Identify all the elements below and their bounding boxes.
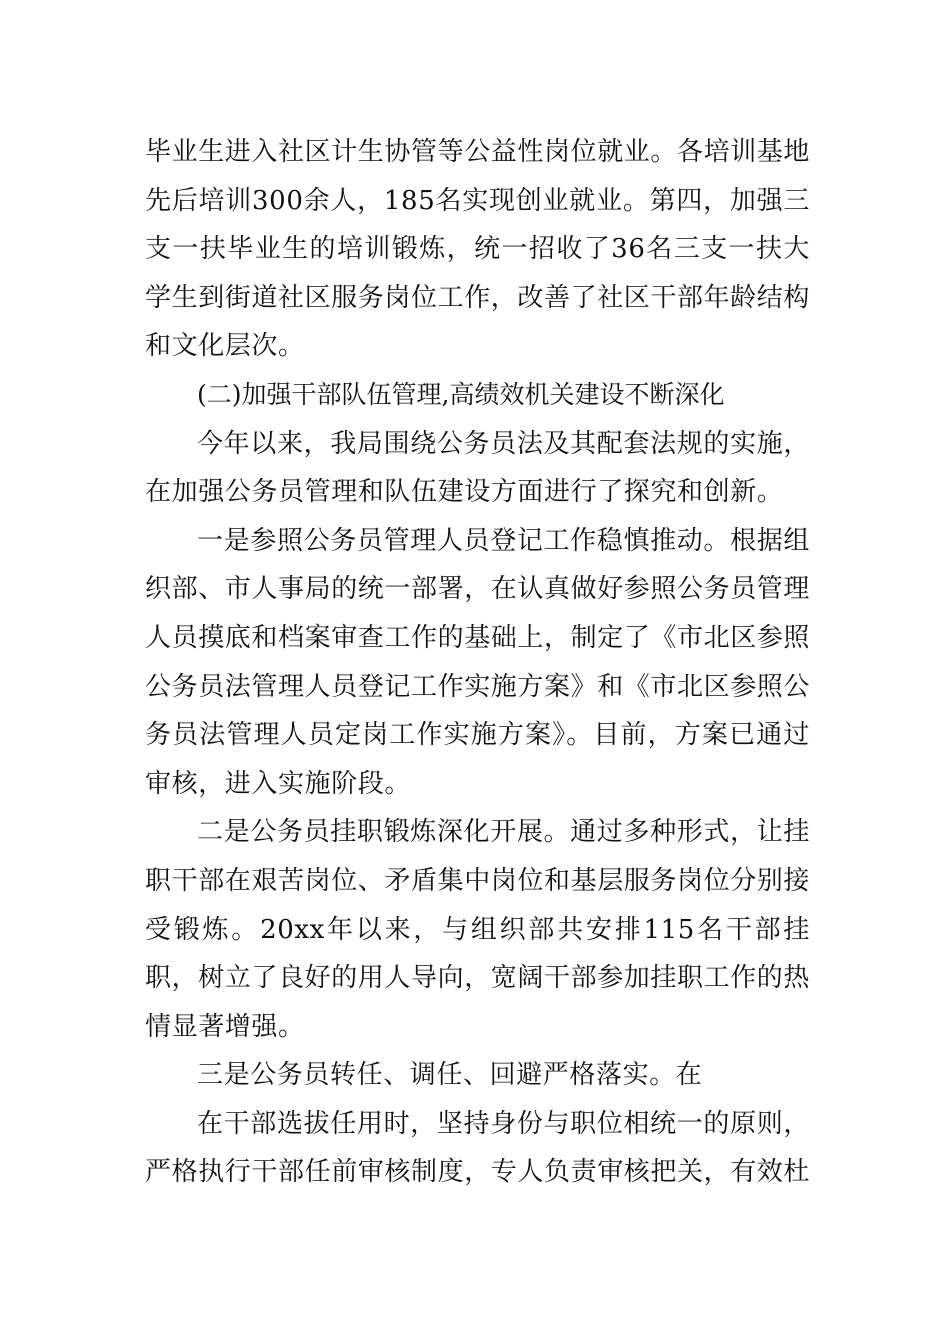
- paragraph-cadre-selection: 在干部选拔任用时，坚持身份与职位相统一的原则，严格执行干部任前审核制度，专人负责审核把关，有效杜: [145, 1108, 811, 1188]
- document-body: [145, 128, 810, 1197]
- paragraph-secondment-training: 二是公务员挂职锻炼深化开展。通过多种形式，让挂职干部在艰苦岗位、矛盾集中岗位和基层服务岗位分别接受锻炼。20xx年以来，与组织部共安排115名干部挂职，树立了良好的用人导向，宽阔干部参加挂职工作的热情显著增强。: [145, 817, 811, 1042]
- paragraph-transfer-avoidance: 三是公务员转任、调任、回避严格落实。在: [197, 1060, 703, 1091]
- paragraph-registration-work: 一是参照公务员管理人员登记工作稳慎推动。根据组织部、市人事局的统一部署，在认真做好参照公务员管理人员摸底和档案审查工作的基础上，制定了《市北区参照公务员法管理人员登记工作实施方案》和《市北区参照公务员法管理人员定岗工作实施方案》。目前，方案已通过审核，进入实施阶段。: [145, 525, 811, 799]
- paragraph-civil-servant-law: 今年以来，我局围绕公务员法及其配套法规的实施，在加强公务员管理和队伍建设方面进行了探究和创新。: [145, 428, 810, 508]
- paragraph-training-results: 毕业生进入社区计生协管等公益性岗位就业。各培训基地先后培训300余人，185名实现创业就业。第四，加强三支一扶毕业生的培训锻炼，统一招收了36名三支一扶大学生到街道社区服务岗位工作，改善了社区干部年龄结构和文化层次。: [145, 137, 811, 362]
- section-heading-cadre-management: (二)加强干部队伍管理,高绩效机关建设不断深化: [197, 379, 725, 409]
